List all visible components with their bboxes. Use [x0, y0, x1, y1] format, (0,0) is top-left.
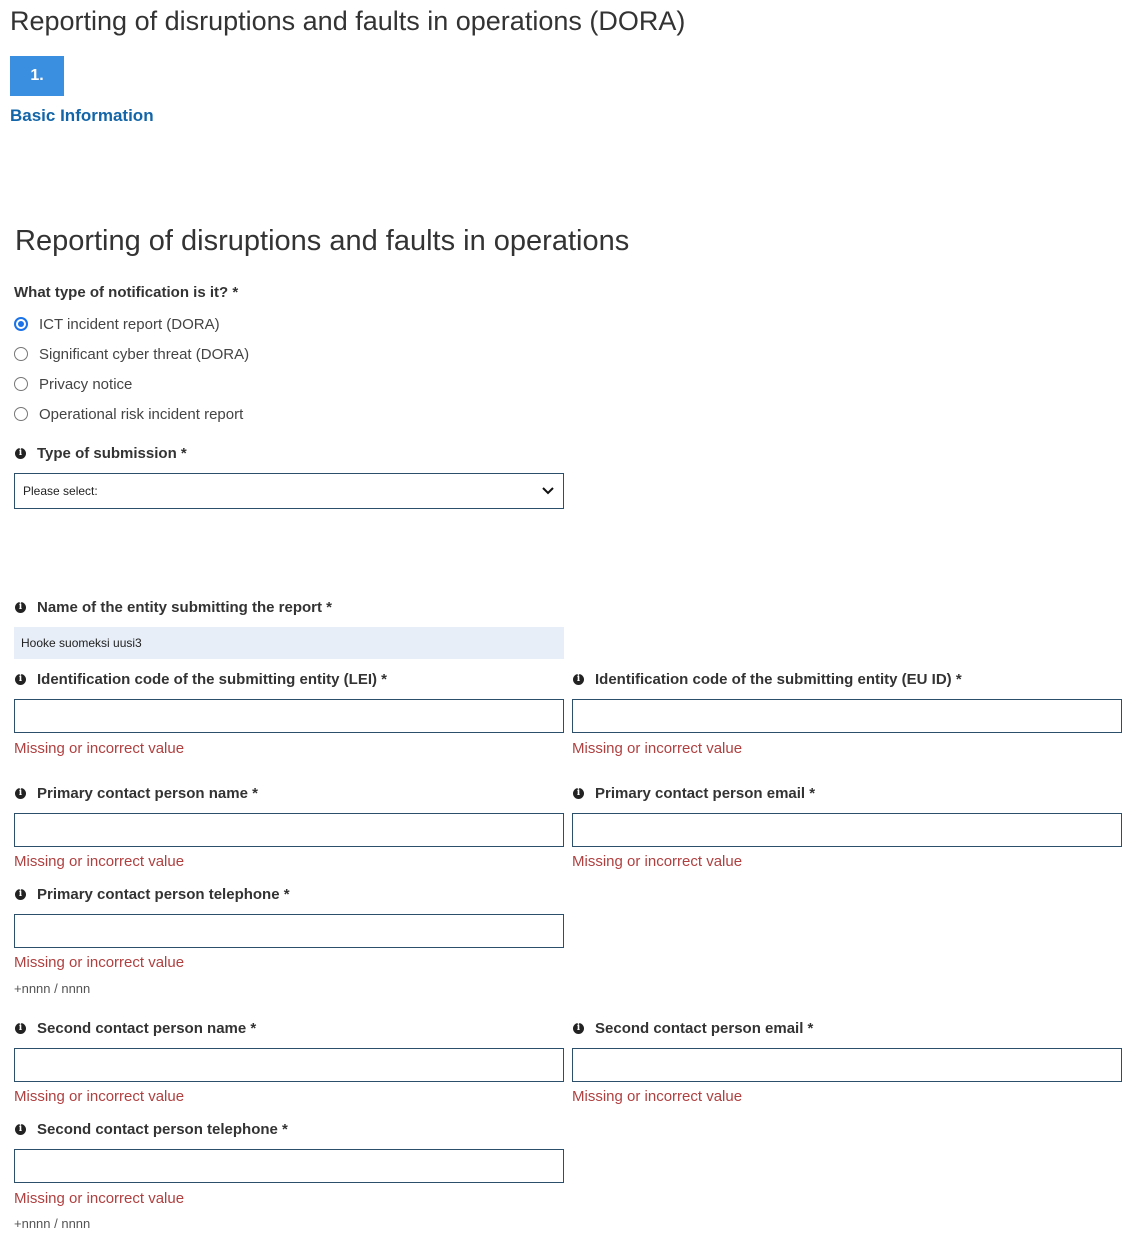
radio-option-privacy-notice[interactable] [14, 374, 132, 394]
eu-id-label-row [572, 669, 962, 689]
second-phone-hint: +nnnn / nnnn [14, 1216, 91, 1231]
second-phone-label: Second contact person telephone * [37, 1120, 288, 1138]
radio-option-cyber-threat[interactable] [14, 344, 249, 364]
radio-option-label: ICT incident report (DORA) [39, 315, 220, 333]
info-icon[interactable]: i [15, 448, 26, 459]
info-icon[interactable]: i [15, 788, 26, 799]
primary-name-label: Primary contact person name * [37, 784, 258, 802]
entity-name-label: Name of the entity submitting the report * [37, 598, 333, 616]
second-phone-input[interactable] [14, 1149, 564, 1183]
second-name-label: Second contact person name * [37, 1019, 257, 1037]
eu-id-input[interactable] [572, 699, 1122, 733]
lei-error: Missing or incorrect value [14, 740, 185, 757]
radio-option-label: Operational risk incident report [39, 405, 244, 423]
primary-phone-label: Primary contact person telephone * [37, 885, 290, 903]
radio-option-label: Significant cyber threat (DORA) [39, 345, 250, 363]
submission-type-value: Please select: [23, 484, 98, 498]
radio-option-label: Privacy notice [39, 375, 133, 393]
second-email-input[interactable] [572, 1048, 1122, 1082]
info-icon[interactable]: i [15, 889, 26, 900]
entity-name-label-row [14, 597, 332, 617]
page-title: Reporting of disruptions and faults in operations (DORA) [10, 6, 686, 36]
notification-type-label: What type of notification is it? * [14, 284, 239, 301]
primary-email-label-row [572, 783, 815, 803]
lei-label-row [14, 669, 387, 689]
primary-email-input[interactable] [572, 813, 1122, 847]
primary-email-error: Missing or incorrect value [572, 853, 743, 870]
radio-button[interactable] [14, 347, 28, 361]
submission-type-label-row [14, 443, 187, 463]
radio-button[interactable] [14, 377, 28, 391]
info-icon[interactable]: i [573, 1023, 584, 1034]
second-name-error: Missing or incorrect value [14, 1088, 185, 1105]
primary-name-input[interactable] [14, 813, 564, 847]
section-title: Reporting of disruptions and faults in operations [15, 225, 630, 257]
second-email-label: Second contact person email * [595, 1019, 814, 1037]
submission-type-label: Type of submission * [37, 444, 187, 462]
info-icon[interactable]: i [573, 788, 584, 799]
info-icon[interactable]: i [15, 1023, 26, 1034]
step-1-indicator[interactable]: 1. [10, 56, 64, 96]
info-icon[interactable]: i [573, 674, 584, 685]
step-1-label[interactable]: Basic Information [10, 106, 154, 125]
chevron-down-icon [541, 486, 555, 496]
primary-name-error: Missing or incorrect value [14, 853, 185, 870]
primary-phone-label-row [14, 884, 290, 904]
radio-button-checked[interactable] [14, 317, 28, 331]
second-name-input[interactable] [14, 1048, 564, 1082]
lei-label: Identification code of the submitting entity (LEI) * [37, 670, 387, 688]
primary-phone-input[interactable] [14, 914, 564, 948]
radio-option-ict-incident[interactable] [14, 314, 220, 334]
primary-name-label-row [14, 783, 258, 803]
entity-name-field: Hooke suomeksi uusi3 [14, 627, 564, 659]
info-icon[interactable]: i [15, 602, 26, 613]
primary-phone-hint: +nnnn / nnnn [14, 981, 91, 996]
primary-email-label: Primary contact person email * [595, 784, 816, 802]
second-phone-label-row [14, 1119, 288, 1139]
eu-id-label: Identification code of the submitting entity (EU ID) * [595, 670, 962, 688]
info-icon[interactable]: i [15, 674, 26, 685]
radio-button[interactable] [14, 407, 28, 421]
submission-type-select[interactable] [14, 473, 564, 509]
second-email-label-row [572, 1018, 813, 1038]
second-phone-error: Missing or incorrect value [14, 1190, 185, 1207]
info-icon[interactable]: i [15, 1124, 26, 1135]
second-email-error: Missing or incorrect value [572, 1088, 743, 1105]
eu-id-error: Missing or incorrect value [572, 740, 743, 757]
lei-input[interactable] [14, 699, 564, 733]
second-name-label-row [14, 1018, 256, 1038]
radio-option-operational-risk[interactable] [14, 404, 243, 424]
primary-phone-error: Missing or incorrect value [14, 954, 185, 971]
